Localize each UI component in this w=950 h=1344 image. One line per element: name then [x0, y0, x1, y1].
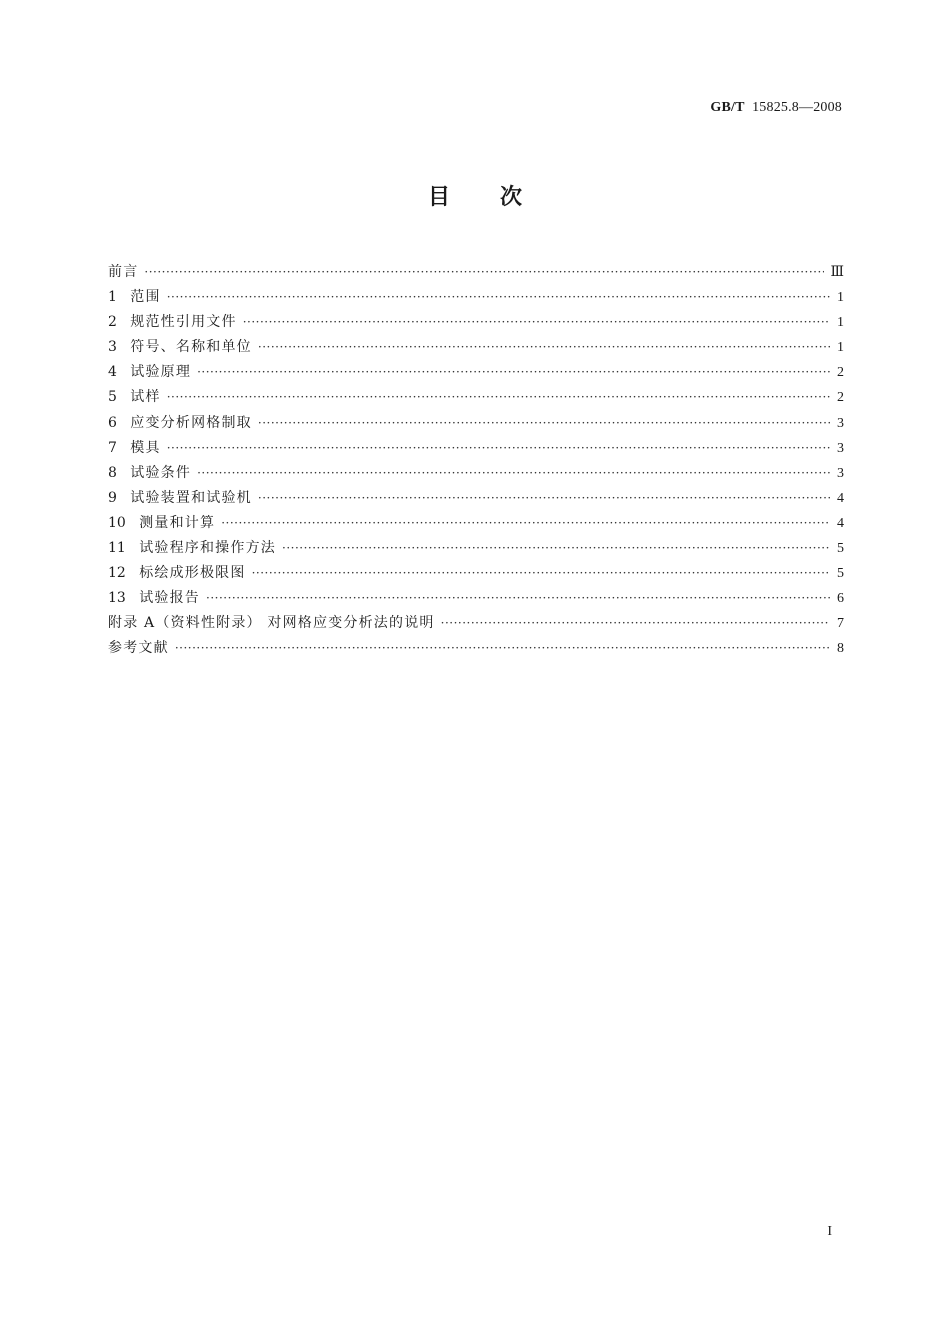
toc-entry-number: 7: [108, 439, 117, 456]
toc-entry-7[interactable]: [108, 436, 844, 461]
toc-entry-references[interactable]: [108, 636, 844, 661]
toc-leader-dots: [258, 411, 830, 436]
toc-leader-dots: [197, 360, 830, 385]
toc-entry-page: 1: [837, 290, 844, 306]
standard-number-value: 15825.8—2008: [752, 100, 842, 115]
toc-entry-preface[interactable]: [108, 260, 844, 285]
toc-entry-number: 1: [108, 289, 117, 306]
toc-leader-dots: [167, 285, 830, 310]
toc-entry-label: 参考文献: [108, 640, 169, 657]
toc-entry-label: 符号、名称和单位: [130, 339, 252, 356]
toc-entry-appendix-a[interactable]: [108, 611, 844, 636]
toc-entry-page: 6: [837, 591, 844, 607]
toc-entry-page: 7: [837, 616, 844, 632]
title-char-1: 目: [427, 185, 450, 210]
toc-entry-page: 1: [837, 340, 844, 356]
toc-entry-label: 附录 A（资料性附录） 对网格应变分析法的说明: [108, 615, 435, 632]
toc-entry-label: 应变分析网格制取: [130, 414, 252, 431]
toc-entry-page: Ⅲ: [830, 265, 844, 280]
toc-entry-label: 试验原理: [130, 364, 192, 381]
toc-leader-dots: [258, 486, 830, 511]
toc-entry-label: 规范性引用文件: [130, 314, 237, 331]
standard-code: GB/T: [710, 100, 745, 115]
toc-entry-label: 试验报告: [139, 590, 200, 607]
toc-entry-label: 模具: [130, 439, 161, 456]
toc-leader-dots: [175, 636, 830, 661]
toc-entry-label: 范围: [130, 289, 161, 306]
toc-leader-dots: [258, 335, 830, 360]
toc-entry-label: 试验程序和操作方法: [139, 540, 276, 557]
toc-entry-page: 3: [837, 415, 844, 431]
toc-entry-5[interactable]: [108, 385, 844, 410]
toc-entry-label: 试验装置和试验机: [130, 489, 252, 506]
toc-entry-number: 8: [108, 464, 117, 481]
toc-entry-number: 3: [108, 339, 117, 356]
toc-leader-dots: [282, 536, 830, 561]
toc-entry-6[interactable]: [108, 411, 844, 436]
toc-leader-dots: [243, 310, 830, 335]
toc-entry-number: 6: [108, 414, 117, 431]
toc-entry-2[interactable]: [108, 310, 844, 335]
toc-leader-dots: [441, 611, 830, 636]
toc-entry-8[interactable]: [108, 461, 844, 486]
standard-number: [710, 100, 842, 116]
table-of-contents: [108, 260, 844, 662]
toc-entry-page: 1: [837, 315, 844, 331]
toc-entry-label: 试验条件: [130, 464, 192, 481]
toc-entry-page: 4: [837, 515, 844, 531]
toc-entry-10[interactable]: [108, 511, 844, 536]
toc-entry-3[interactable]: [108, 335, 844, 360]
toc-entry-number: 10: [108, 514, 126, 531]
toc-entry-label: 标绘成形极限图: [139, 565, 246, 582]
toc-leader-dots: [167, 385, 830, 410]
toc-entry-label: 测量和计算: [139, 514, 216, 531]
toc-leader-dots: [197, 461, 830, 486]
toc-entry-label: 试样: [130, 389, 161, 406]
title-char-2: 次: [500, 185, 523, 210]
toc-entry-11[interactable]: [108, 536, 844, 561]
toc-leader-dots: [144, 260, 824, 285]
toc-entry-page: 4: [837, 490, 844, 506]
toc-entry-1[interactable]: [108, 285, 844, 310]
toc-leader-dots: [206, 586, 830, 611]
toc-leader-dots: [221, 511, 830, 536]
toc-entry-page: 3: [837, 440, 844, 456]
toc-entry-page: 5: [837, 541, 844, 557]
page-number: I: [827, 1224, 832, 1239]
page-title: [0, 180, 950, 211]
toc-entry-page: 5: [837, 566, 844, 582]
toc-entry-page: 8: [837, 641, 844, 657]
toc-entry-number: 13: [108, 590, 126, 607]
toc-entry-number: 4: [108, 364, 117, 381]
toc-entry-13[interactable]: [108, 586, 844, 611]
toc-entry-9[interactable]: [108, 486, 844, 511]
toc-entry-12[interactable]: [108, 561, 844, 586]
toc-entry-number: 5: [108, 389, 117, 406]
toc-entry-page: 3: [837, 465, 844, 481]
toc-leader-dots: [167, 436, 830, 461]
toc-entry-number: 9: [108, 489, 117, 506]
toc-entry-number: 11: [108, 540, 126, 557]
toc-leader-dots: [252, 561, 830, 586]
toc-entry-page: 2: [837, 390, 844, 406]
toc-entry-number: 2: [108, 314, 117, 331]
toc-entry-label: 前言: [108, 264, 139, 280]
toc-entry-page: 2: [837, 365, 844, 381]
toc-entry-number: 12: [108, 565, 126, 582]
toc-entry-4[interactable]: [108, 360, 844, 385]
